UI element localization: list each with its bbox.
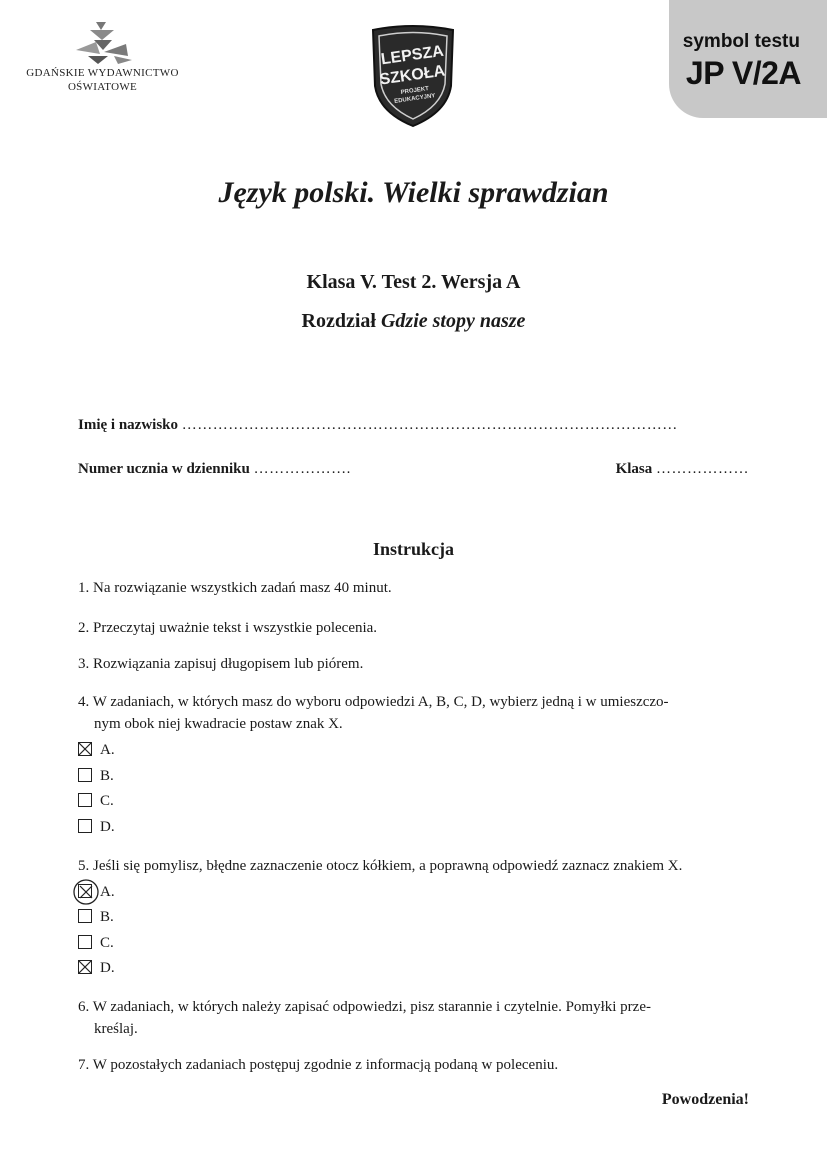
instruction-6 xyxy=(78,996,750,1040)
instruction-5: 5. Jeśli się pomylisz, błędne zaznaczenie otocz kółkiem, a poprawną odpowiedź zaznacz znakiem X. xyxy=(78,858,683,874)
example2-option-c xyxy=(78,933,114,953)
student-number-label: Numer ucznia w dzienniku xyxy=(78,461,250,477)
tangram-figure-icon xyxy=(68,20,138,66)
empty-box-icon xyxy=(78,793,92,807)
option-label: A. xyxy=(100,884,115,900)
instruction-3: 3. Rozwiązania zapisuj długopisem lub piórem. xyxy=(78,656,364,672)
instruction-6-line1: 6. W zadaniach, w których należy zapisać odpowiedzi, pisz starannie i czytelnie. Pomyłki prze- xyxy=(78,999,651,1015)
publisher-name-line2: OŚWIATOWE xyxy=(67,81,138,93)
option-label: B. xyxy=(100,768,114,784)
chapter-line xyxy=(0,310,827,333)
instructions-heading: Instrukcja xyxy=(372,539,454,559)
example1-option-b xyxy=(78,766,114,786)
chapter-prefix: Rozdział xyxy=(301,310,376,332)
option-label: B. xyxy=(100,909,114,925)
test-symbol-tab xyxy=(669,0,827,118)
instruction-7: 7. W pozostałych zadaniach postępuj zgodnie z informacją podaną w poleceniu. xyxy=(78,1057,559,1073)
instruction-2: 2. Przeczytaj uważnie tekst i wszystkie polecenia. xyxy=(78,620,378,636)
empty-box-icon xyxy=(78,819,92,833)
shield-text-2: SZKOŁA xyxy=(378,62,447,89)
student-number-dots: ………………. xyxy=(253,461,351,477)
example1-option-c xyxy=(78,791,114,811)
empty-box-icon xyxy=(78,935,92,949)
shield-text-4: EDUKACYJNY xyxy=(393,93,436,105)
class-field[interactable] xyxy=(616,461,749,478)
circled-checked-box-icon xyxy=(78,884,92,898)
test-symbol-code: JP V/2A xyxy=(685,55,801,91)
instruction-4-line1: 4. W zadaniach, w których masz do wyboru odpowiedzi A, B, C, D, wybierz jedną i w umieszczo- xyxy=(78,694,669,710)
lepsza-szkola-shield-logo xyxy=(367,24,459,128)
option-label: D. xyxy=(100,960,115,976)
checked-box-icon xyxy=(78,742,92,756)
example2-option-a xyxy=(78,882,115,902)
shield-text-3: PROJEKT xyxy=(400,86,430,96)
example2-option-d xyxy=(78,958,115,978)
empty-box-icon xyxy=(78,909,92,923)
document-title: Język polski. Wielki sprawdzian xyxy=(218,176,609,209)
instruction-1: 1. Na rozwiązanie wszystkich zadań masz 40 minut. xyxy=(78,580,392,596)
publisher-name-line1: GDAŃSKIE WYDAWNICTWO xyxy=(26,67,179,79)
name-field[interactable] xyxy=(78,417,678,434)
publisher-logo xyxy=(20,20,185,94)
example1-option-a xyxy=(78,740,115,760)
name-dots: …………………………………………………………………………………… xyxy=(181,417,678,433)
empty-box-icon xyxy=(78,768,92,782)
option-label: C. xyxy=(100,793,114,809)
option-label: A. xyxy=(100,742,115,758)
option-label: D. xyxy=(100,819,115,835)
instruction-4-line2: nym obok niej kwadracie postaw znak X. xyxy=(94,716,343,732)
closing-text: Powodzenia! xyxy=(661,1091,749,1108)
class-test-version: Klasa V. Test 2. Wersja A xyxy=(306,271,521,293)
chapter-name: Gdzie stopy nasze xyxy=(380,310,526,332)
option-label: C. xyxy=(100,935,114,951)
checked-box-icon xyxy=(78,960,92,974)
instruction-4 xyxy=(78,691,750,735)
instruction-6-line2: kreślaj. xyxy=(94,1021,138,1037)
shield-text-1: LEPSZA xyxy=(379,42,445,69)
name-label: Imię i nazwisko xyxy=(78,417,179,433)
example1-option-d xyxy=(78,817,115,837)
class-label: Klasa xyxy=(615,461,653,477)
test-symbol-label: symbol testu xyxy=(682,31,800,52)
class-dots: ……………… xyxy=(656,461,749,477)
student-number-field[interactable] xyxy=(78,461,351,478)
example2-option-b xyxy=(78,907,114,927)
